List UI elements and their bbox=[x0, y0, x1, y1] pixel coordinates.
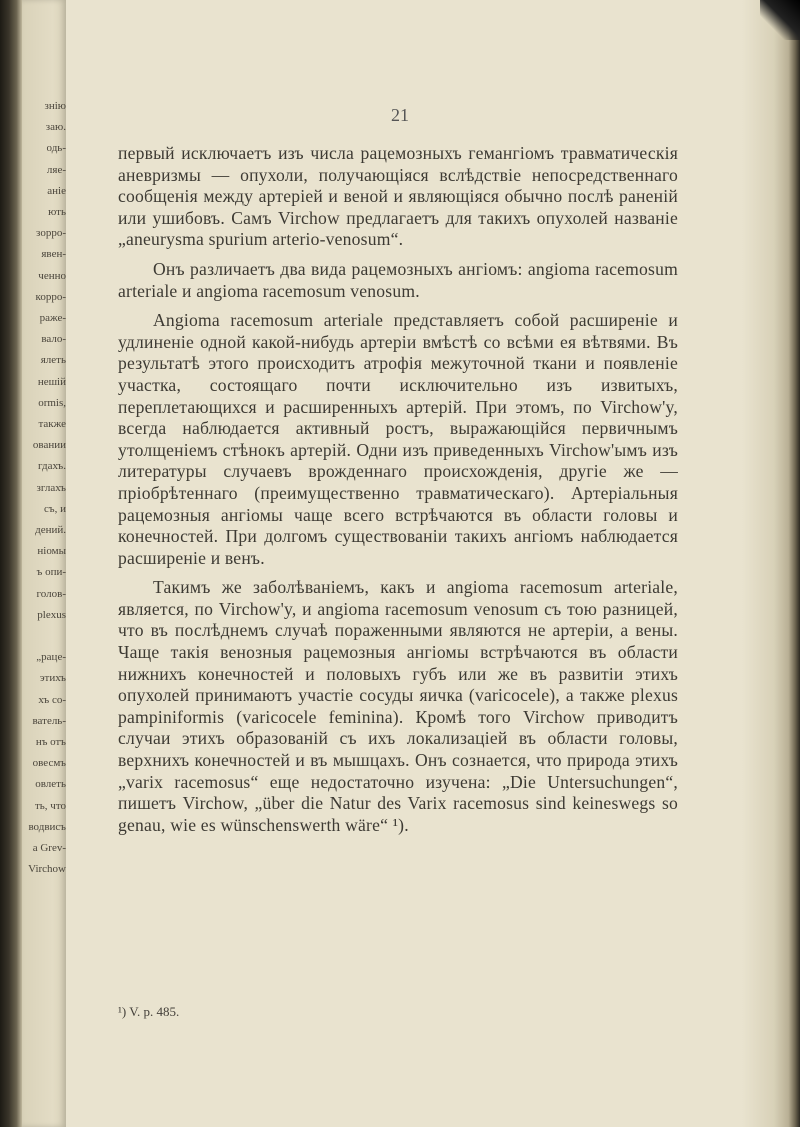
margin-fragment: Virchow bbox=[28, 863, 66, 876]
margin-fragment: ніомы bbox=[37, 545, 66, 558]
margin-fragment: ляе- bbox=[46, 163, 66, 176]
margin-fragment: вало- bbox=[41, 333, 66, 346]
book-spine bbox=[0, 0, 22, 1127]
margin-fragment: зглахъ bbox=[36, 481, 66, 494]
footnote: ¹) V. p. 485. bbox=[118, 1004, 180, 1019]
margin-fragment: водвисъ bbox=[28, 820, 66, 833]
margin-fragment: ють bbox=[48, 206, 66, 218]
margin-fragment: ченно bbox=[38, 269, 66, 282]
margin-fragment: голов- bbox=[36, 587, 66, 600]
margin-fragment: ъ опи- bbox=[36, 566, 66, 579]
margin-fragment: знію bbox=[44, 100, 66, 112]
margin-fragment: ватель- bbox=[32, 714, 66, 727]
margin-fragment: гдахъ. bbox=[38, 460, 66, 473]
margin-fragment: ялеть bbox=[40, 354, 66, 367]
margin-fragment: овании bbox=[32, 439, 66, 452]
margin-fragment: ormis, bbox=[38, 396, 66, 409]
margin-fragment: „раце- bbox=[36, 651, 66, 664]
paragraph: Такимъ же заболѣваніемъ, какъ и angioma racemosum arteriale, является, по Virchow'y, и angioma racemosum venosum съ тою разницей, что въ послѣднемъ случаѣ пораженными являются не артеріи, а вены. Чаще такія венозныя рацемозныя ангіомы встрѣчаются въ области нижнихъ конечностей и половыхъ губъ или же въ развитіи этихъ опухолей принимаютъ участіе сосуды яичка (varicocele), а также plexus pampiniformis (varicocele feminina). Кромѣ того Virchow приводитъ случаи этихъ образованій съ ихъ локализаціей въ области головы, верхнихъ конечностей и въ мышцахъ. Онъ сознается, что природа этихъ „varix racemosus“ еще недостаточно изучена: „Die Untersuchungen“, пишетъ Virchow, „über die Natur des Varix racemosus sind keineswegs so genau, wie es wünschenswerth wäre“ ¹). bbox=[118, 577, 678, 835]
margin-fragment: ть, что bbox=[34, 799, 66, 812]
margin-fragment: аніе bbox=[47, 184, 66, 197]
margin-fragment: одь- bbox=[46, 142, 66, 155]
margin-fragment: также bbox=[38, 418, 66, 430]
margin-fragment: а Grev- bbox=[32, 842, 66, 854]
page-corner-shadow bbox=[760, 0, 800, 40]
margin-fragment: plexus bbox=[37, 608, 66, 621]
body-text bbox=[118, 143, 678, 836]
margin-fragment: овлеть bbox=[35, 778, 66, 791]
margin-fragment: дений. bbox=[35, 524, 66, 536]
margin-fragment: раже- bbox=[39, 312, 66, 324]
margin-fragment: нешій bbox=[37, 375, 66, 388]
margin-fragment: корро- bbox=[35, 290, 66, 303]
margin-fragment: хъ со- bbox=[38, 693, 66, 706]
margin-fragment: явен- bbox=[41, 248, 66, 261]
margin-fragment: заю. bbox=[45, 121, 66, 134]
paragraph: Онъ различаетъ два вида рацемозныхъ ангіомъ: angioma racemosum arteriale и angioma racemosum venosum. bbox=[118, 258, 678, 301]
margin-fragment: съ, и bbox=[44, 502, 66, 515]
margin-fragment: зорро- bbox=[36, 227, 66, 240]
margin-fragment: этихъ bbox=[39, 672, 66, 685]
right-page-edge bbox=[742, 0, 800, 1127]
paragraph: Angioma racemosum arteriale представляетъ собой расширеніе и удлиненіе одной какой-нибудь артеріи вмѣстѣ со всѣми ея вѣтвями. Въ результатѣ этого происходитъ атрофія межуточной ткани и появленіе участка, состоящаго почти исключительно изъ извитыхъ, переплетающихся и расширенныхъ артерій. При этомъ, по Virchow'y, всегда наблюдается активный ростъ, выражающійся первичнымъ утолщеніемъ стѣнокъ артерій. Одни изъ приведенныхъ Virchow'ымъ изъ литературы случаевъ врожденнаго происхожденія, другіе же — пріобрѣтеннаго (преимущественно травматическаго). Артеріальныя рацемозныя ангіомы чаще всего встрѣчаются въ области головы и конечностей. При долгомъ существованіи такихъ ангіомъ наблюдается расширеніе и венъ. bbox=[118, 310, 678, 568]
margin-fragment: нъ отъ bbox=[35, 736, 66, 748]
margin-fragment: овесмъ bbox=[32, 757, 66, 770]
page-number: 21 bbox=[391, 105, 409, 125]
paragraph: первый исключаетъ изъ числа рацемозныхъ гемангіомъ травматическія аневризмы — опухоли, получающіяся вслѣдствіе непосредственнаго сообщенія между артеріей и веной и являющіяся обычно послѣ раненій или ушибовъ. Самъ Virchow предлагаетъ для такихъ опухолей названіе „aneurysma spurium arterio-venosum“. bbox=[118, 143, 678, 250]
